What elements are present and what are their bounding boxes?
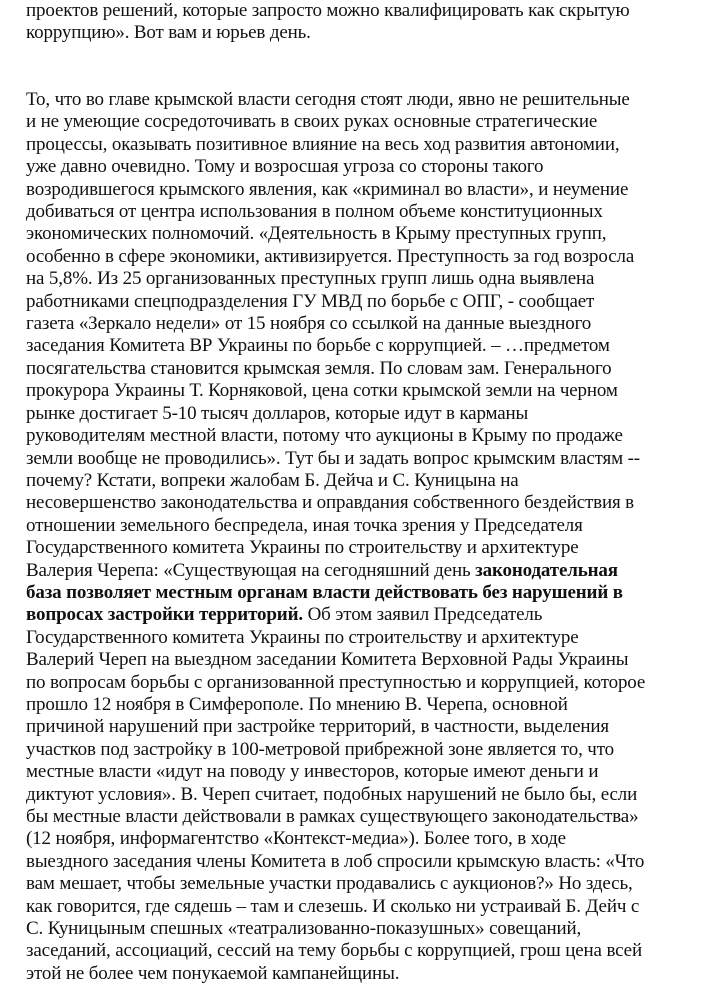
text-line: посягательства становится крымская земля. По словам зам. Генерального: [26, 357, 612, 379]
text-line: отношении земельного беспредела, иная точка зрения у Председателя: [26, 514, 583, 536]
text-line: участков под застройку в 100-метровой прибрежной зоне является то, что: [26, 738, 614, 760]
paragraph-intro: [26, 0, 701, 45]
bold-text-run: законодательная: [475, 559, 618, 581]
text-line: и не умеющие сосредоточивать в своих руках основные стратегические: [26, 111, 598, 133]
text-line: выездного заседания члены Комитета в лоб спросили крымскую власть: «Что: [26, 850, 645, 872]
text-line-mixed: [26, 604, 701, 626]
text-line: Государственного комитета Украины по строительству и архитектуре: [26, 626, 579, 648]
text-line: газета «Зеркало недели» от 15 ноября со ссылкой на данные выездного: [26, 313, 592, 335]
text-line: проектов решений, которые запросто можно квалифицировать как скрытую: [26, 0, 630, 21]
text-run: Валерия Черепа: «Существующая на сегодняшний день: [26, 559, 476, 581]
text-line: Валерий Череп на выездном заседании Комитета Верховной Рады Украины: [26, 649, 629, 671]
text-line: Государственного комитета Украины по строительству и архитектуре: [26, 537, 579, 559]
text-line: заседаний, ассоциаций, сессий на тему борьбы с коррупцией, грош цена всей: [26, 940, 642, 962]
text-line: коррупцию». Вот вам и юрьев день.: [26, 22, 311, 44]
text-line: добиваться от центра использования в полном объеме конституционных: [26, 201, 603, 223]
text-line: прокурора Украины Т. Корняковой, цена сотки крымской земли на черном: [26, 380, 618, 402]
text-line: несовершенство законодательства и оправдания собственного бездействия в: [26, 492, 634, 514]
text-line-mixed: [26, 560, 701, 582]
text-line: бы местные власти действовали в рамках существующего законодательства»: [26, 806, 639, 827]
text-run: Об этом заявил Председатель: [303, 604, 543, 626]
text-line: по вопросам борьбы с организованной преступностью и коррупцией, которое: [26, 671, 646, 693]
paragraph-main: [26, 89, 701, 985]
text-line: причиной нарушений при застройке территорий, в частности, выделения: [26, 716, 609, 738]
text-line: прошло 12 ноября в Симферополе. По мнению В. Черепа, основной: [26, 693, 568, 715]
text-line: как говорится, где сядешь – там и слезешь. И сколько ни устраивай Б. Дейч с: [26, 895, 640, 917]
text-line: вам мешает, чтобы земельные участки продавались с аукционов?» Но здесь,: [26, 873, 633, 895]
text-line: возродившегося крымского явления, как «криминал во власти», и неумение: [26, 178, 629, 200]
bold-text-run: вопросах застройки территорий.: [26, 604, 303, 626]
text-line: почему? Кстати, вопреки жалобам Б. Дейча и С. Куницына на: [26, 469, 519, 491]
text-line: на 5,8%. Из 25 организованных преступных групп лишь одна выявлена: [26, 268, 595, 290]
text-line: особенно в сфере экономики, активизируется. Преступность за год возросла: [26, 245, 635, 267]
text-line: С. Куницыным спешных «театрализованно-показушных» совещаний,: [26, 918, 582, 940]
text-line: рынке достигает 5-10 тысяч долларов, которые идут в карманы: [26, 402, 529, 424]
text-line: работниками спецподразделения ГУ МВД по борьбе с ОПГ, - сообщает: [26, 290, 595, 312]
text-line: уже давно очевидно. Тому и возросшая угроза со стороны такого: [26, 156, 544, 178]
text-line: местные власти «идут на поводу у инвесторов, которые имеют деньги и: [26, 761, 599, 783]
text-line: процессы, оказывать позитивное влияние на весь ход развития автономии,: [26, 133, 620, 155]
text-line: диктуют условия». В. Череп считает, подобных нарушений не было бы, если: [26, 783, 638, 805]
text-line: (12 ноября, информагентство «Контекст-медиа»). Более того, в ходе: [26, 828, 566, 850]
text-line: руководителям местной власти, потому что аукционы в Крыму по продаже: [26, 425, 623, 447]
text-line: То, что во главе крымской власти сегодня стоят люди, явно не решительные: [26, 89, 630, 110]
text-line: экономических полномочий. «Деятельность в Крыму преступных групп,: [26, 223, 607, 245]
text-line: заседания Комитета ВР Украины по борьбе с коррупцией. – …предметом: [26, 335, 610, 357]
text-line: этой не более чем понукаемой кампанейщины.: [26, 962, 400, 984]
bold-text-line: база позволяет местным органам власти действовать без нарушений в: [26, 581, 623, 603]
text-line: земли вообще не проводились». Тут бы и задать вопрос крымским властям --: [26, 447, 640, 469]
